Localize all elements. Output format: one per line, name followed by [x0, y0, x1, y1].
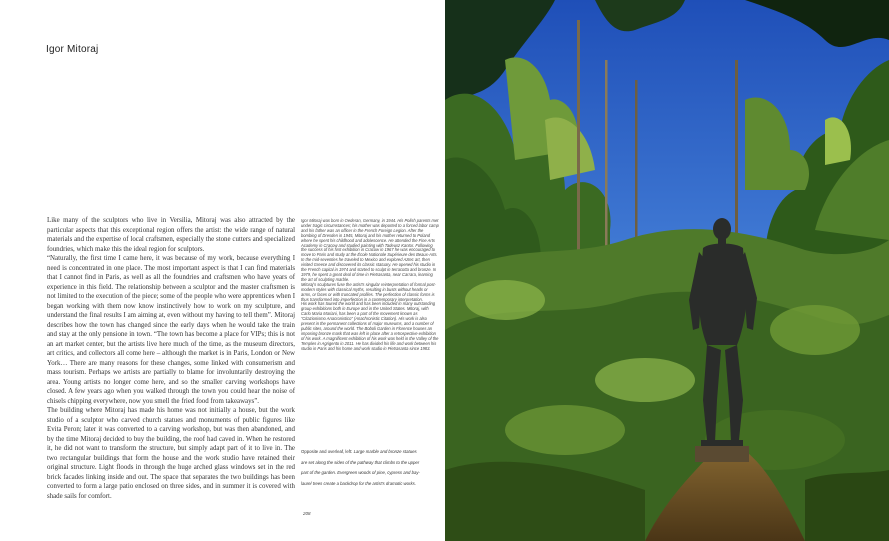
- biography-sidebar: [301, 219, 439, 351]
- page-number: 208: [303, 511, 311, 516]
- bio-paragraph: His work has toured the world and has been included in many outstanding group exhibitions both in Europe and in the United States. Mitoraj, with Carlo Maria Mariani, has been a part of the movement known as “Citazionismo Anacronistico” (Anachronistic Citation). His work is also present in the permanent collections of major museums, and a number of public sites, around the world. The Boboli Garden in Florence houses an imposing bronze mask that was left in place after a retrospective exhibition of his work. A magnificent exhibition of his work was held in the Valley of the Temples in Agrigento in 2011. He has divided his life and work between his studio in Paris and his home and work studio in Pietrasanta since 1983.: [301, 301, 439, 351]
- bio-paragraph: Mitoraj's sculptures fuse the artist's singular reinterpretation of formal post-modern styles with classical myths, resulting in busts without heads or arms, or faces or with truncated profiles. The perfection of classic forms is thus transformed into imperfection in a contemporary interpretation.: [301, 281, 436, 302]
- caption-lead: Opposite and overleaf, left:: [301, 449, 353, 454]
- bio-paragraph: Igor Mitoraj was born in Oederan, Germany, in 1944. His Polish parents met under tragic circumstances; his mother was deported to a forced labor camp and his father was an officer in the French Foreign Legion. After the bombing of Dresden in 1945, Mitoraj and his mother returned to Poland where he spent his childhood and adolescence. He attended the Fine Arts Academy in Cracow and studied painting with Tadeusz Kantor. Following the success of his first exhibition in Cracow in 1967 he was encouraged to move to Paris and study at the École Nationale Supérieure des Beaux-Arts. In the mid-seventies he traveled to Mexico and explored Aztec art, then visited Greece and discovered its classic statuary. He opened his studio in the French capital in 1974 and started to sculpt in terracotta and bronze. In 1979, he spent a great deal of time in Pietrasanta, near Carrara, learning the art of sculpting marble.: [301, 218, 439, 282]
- caption-text: Large marble and bronze statues are set along the sides of the pathway that climbs to the upper part of the garden. Evergreen woods of pine, cypress and bay-laurel trees create a backdrop for the artist's dramatic works.: [301, 449, 420, 486]
- paragraph: Like many of the sculptors who live in Versilia, Mitoraj was also attracted by the particular aspects that this exceptional region offers the artist: the wide range of natural materials and the expertise of local craftsmen, especially the stone cutters and specialized foundries, which make this the ideal region for sculptors.: [47, 217, 295, 253]
- photo-caption: [301, 447, 421, 489]
- paragraph: “Naturally, the first time I came here, it was because of my work, because everything I need is concentrated in one place. The most important aspect is that I can find materials that I cannot find in Paris, as well as all the foundries and craftsmen who have years of experience in this field. The relationship between a sculptor and the master craftsmen is not limited to the execution of the piece; some of the people who were apprentices when I began working with them now know instinctively how to work on my sculpture, and understand the final results I am aiming at, even without my having to tell them”. Mitoraj describes how the town has changed since the early days when he would take the train and stay at the only pensione in town. “The town has become a place for VIPs; this is not an art market center, but the artists live here much of the time, as the museum directors, art critics, and collectors all come here – although the market is in Paris, London or New York… There are many reasons for these changes, some linked with consumerism and mass tourism. Perhaps we artists are partially to blame for involuntarily destroying the area. Young artists no longer come here, and so the smaller carving workshops have closed. A few years ago when you walked through the town you could hear the noise of chisels chipping everywhere, now you smell the fried food from takeaways”.: [47, 255, 295, 405]
- garden-photo: [445, 0, 889, 541]
- main-text-column: [47, 216, 295, 501]
- paragraph: The building where Mitoraj has made his home was not initially a house, but the work studio of a sculptor who carved church statues and monuments of public figures like Evita Peron; later it was converted to a carving workshop, but was then abandoned, and by the time Mitoraj decided to buy the building, the roof had caved in. When he restored it, he did not want to transform the structure, but simply adapt part of it to live in. The two rectangular buildings that form the house and the work studio have retained their original structure. Light floods in through the huge arched glass windows set in the red brick facades linking inside and out. The space that separates the two buildings has been converted to form a large patio enclosed on three sides, and in summer it is covered with shade sails for comfort.: [47, 407, 295, 500]
- garden-statue-photo: [445, 0, 889, 541]
- page-title: Igor Mitoraj: [46, 44, 99, 55]
